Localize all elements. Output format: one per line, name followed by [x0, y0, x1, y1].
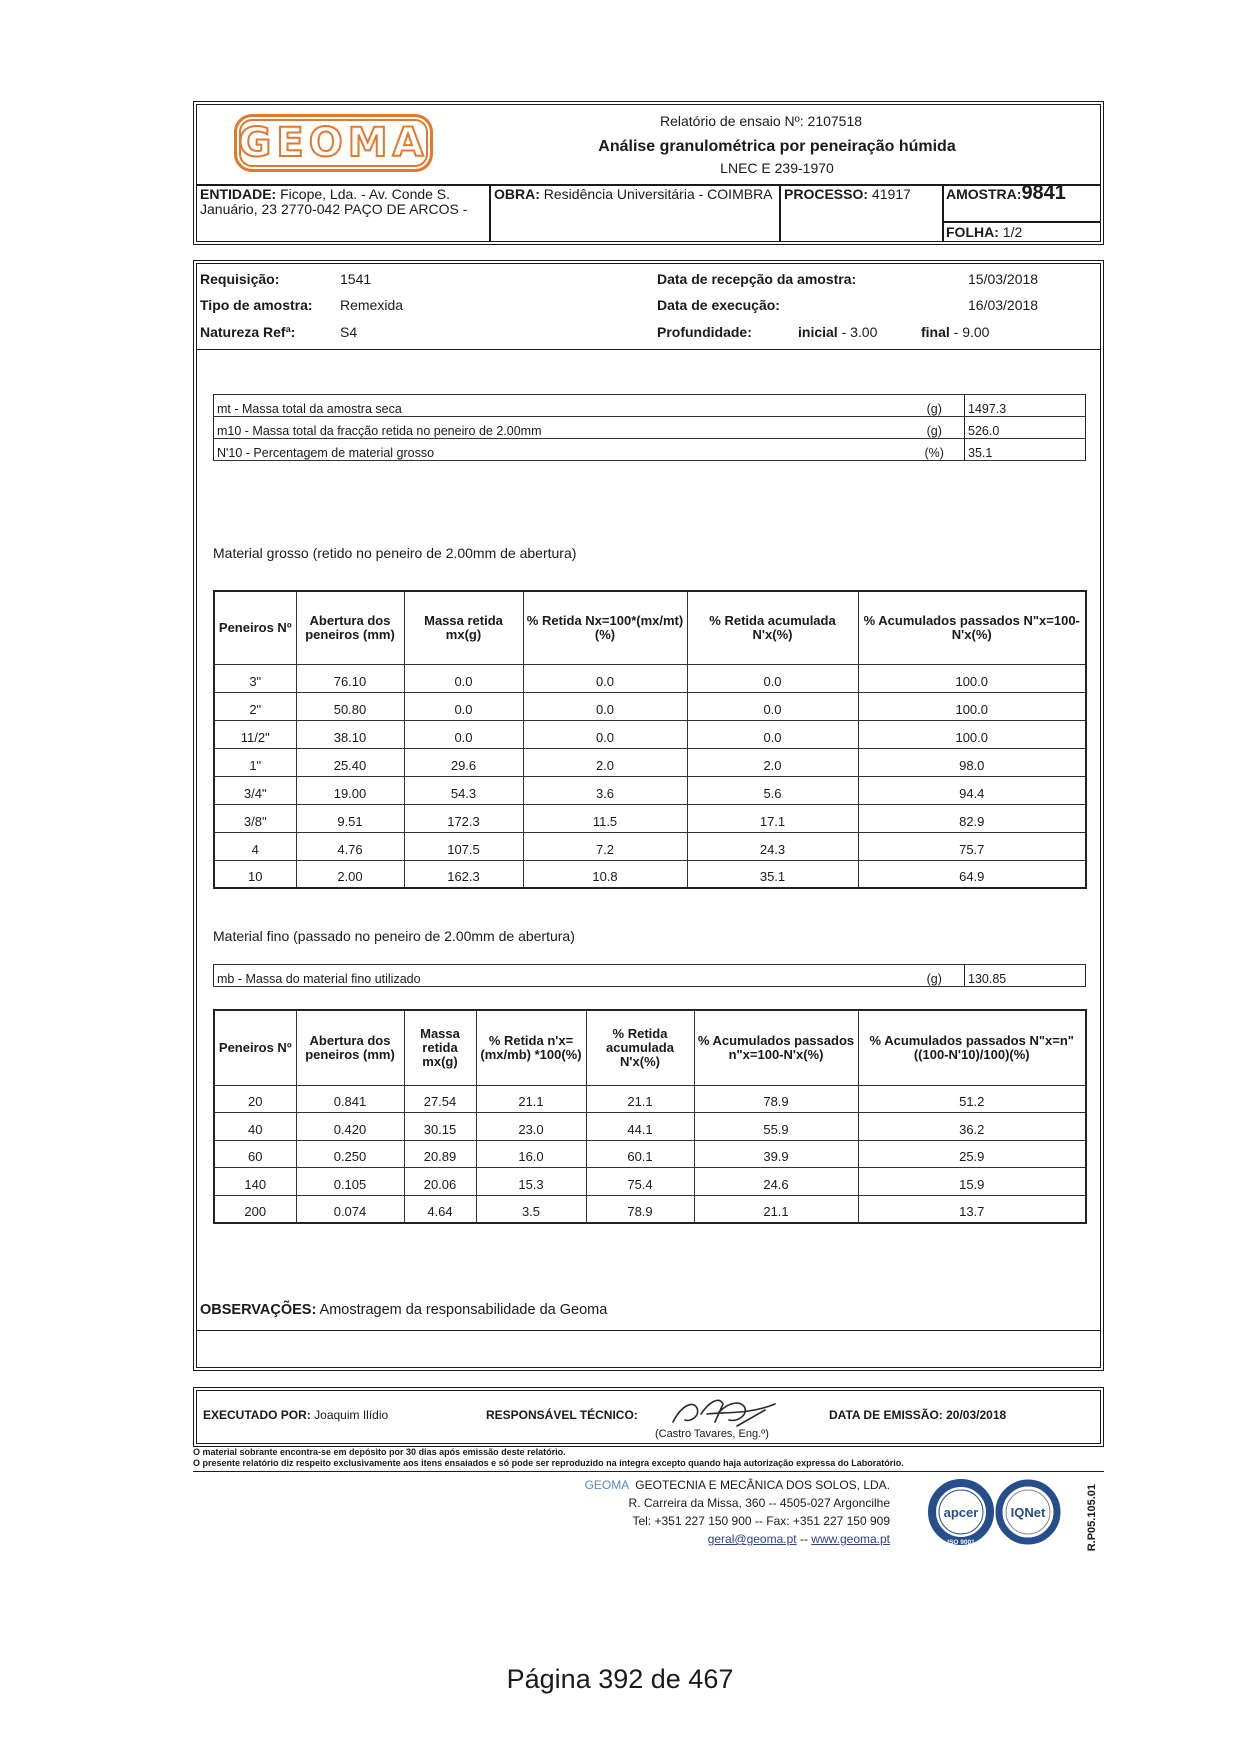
requisition-label — [200, 271, 279, 287]
table-cell: 0.0 — [523, 692, 687, 720]
table-row — [214, 1140, 1086, 1168]
responsible-name: (Castro Tavares, Eng.º) — [655, 1428, 769, 1440]
table-cell: 24.6 — [694, 1168, 858, 1196]
document-code: R.P05.105.01 — [1086, 1484, 1098, 1552]
company-email: geral@geoma.pt — [707, 1532, 797, 1546]
table-cell: 0.105 — [296, 1168, 404, 1196]
certification-logos — [927, 1477, 1063, 1547]
table-row — [214, 1195, 1086, 1223]
mass-summary-table — [213, 394, 1086, 461]
process-label: PROCESSO: — [784, 186, 869, 202]
reception-date-value: 15/03/2018 — [968, 271, 1039, 287]
table-cell: 0.841 — [296, 1085, 404, 1113]
table-cell: 4.64 — [404, 1195, 476, 1223]
table-cell: 64.9 — [858, 860, 1086, 888]
table-cell: 24.3 — [687, 832, 858, 860]
mass-value: 130.85 — [965, 965, 1086, 987]
nature-label: Natureza Refª: — [200, 324, 296, 340]
table-cell: 21.1 — [586, 1085, 694, 1113]
divider — [942, 221, 1100, 223]
table-cell: 5.6 — [687, 776, 858, 804]
company-contacts — [480, 1530, 890, 1548]
coarse-sieve-table — [213, 590, 1087, 889]
report-number-line — [660, 113, 862, 129]
table-cell: 20.89 — [404, 1140, 476, 1168]
report-title: Análise granulométrica por peneiração húmida — [598, 138, 956, 155]
table-cell: 60 — [214, 1140, 296, 1168]
divider — [489, 184, 491, 241]
table-cell: 40 — [214, 1113, 296, 1141]
report-header — [193, 101, 1104, 245]
table-cell: 4.76 — [296, 832, 404, 860]
iqnet-text: IQNet — [1010, 1505, 1046, 1520]
company-info — [480, 1476, 890, 1548]
table-header-cell: Peneiros Nº — [214, 591, 296, 664]
table-cell: 55.9 — [694, 1113, 858, 1141]
table-cell: 0.074 — [296, 1195, 404, 1223]
sample-type-label: Tipo de amostra: — [200, 297, 313, 313]
divider — [197, 349, 1100, 350]
nature-value: S4 — [340, 324, 358, 340]
depth-initial-label: inicial — [798, 324, 838, 340]
table-cell: 0.420 — [296, 1113, 404, 1141]
fine-mass-table — [213, 964, 1086, 987]
table-cell: 54.3 — [404, 776, 523, 804]
company-brand: GEOMA — [584, 1478, 630, 1492]
table-header-cell: % Retida n'x=(mx/mb) *100(%) — [476, 1010, 586, 1085]
table-header-row — [214, 591, 1086, 664]
sheet-field — [946, 225, 1022, 240]
fine-section-title: Material fino (passado no peneiro de 2.00mm de abertura) — [213, 928, 575, 944]
requisition-label-text: Requisição: — [200, 271, 280, 287]
table-cell: 25.40 — [296, 748, 404, 776]
table-cell: 50.80 — [296, 692, 404, 720]
observations-label: OBSERVAÇÕES: — [200, 1302, 317, 1318]
table-cell: 20.06 — [404, 1168, 476, 1196]
table-cell: 98.0 — [858, 748, 1086, 776]
entity-field — [200, 187, 488, 217]
table-cell: 29.6 — [404, 748, 523, 776]
page-number: Página 392 de 467 — [506, 1664, 734, 1694]
execution-date-label: Data de execução: — [657, 297, 780, 313]
table-cell: 0.0 — [404, 720, 523, 748]
table-cell: 162.3 — [404, 860, 523, 888]
table-cell: 13.7 — [858, 1195, 1086, 1223]
table-cell: 15.3 — [476, 1168, 586, 1196]
issue-date-label: DATA DE EMISSÃO: — [829, 1408, 943, 1422]
issue-date-value: 20/03/2018 — [946, 1408, 1007, 1422]
requisition-value: 1541 — [340, 271, 372, 287]
table-row — [214, 804, 1086, 832]
table-cell: 44.1 — [586, 1113, 694, 1141]
note-line: O presente relatório diz respeito exclusivamente aos itens ensaiados e só pode ser reproduzido na íntegra excepto quando haja autorização expressa do Laboratório. — [193, 1458, 904, 1468]
table-cell: 25.9 — [858, 1140, 1086, 1168]
table-row — [214, 832, 1086, 860]
table-cell: 2" — [214, 692, 296, 720]
table-cell: 11/2" — [214, 720, 296, 748]
table-cell: 2.00 — [296, 860, 404, 888]
table-cell: 27.54 — [404, 1085, 476, 1113]
mass-label: m10 - Massa total da fracção retida no peneiro de 2.00mm — [214, 417, 905, 439]
company-name-line — [480, 1476, 890, 1494]
divider — [779, 184, 781, 241]
table-cell: 0.0 — [404, 692, 523, 720]
report-body — [193, 260, 1104, 1371]
mass-label: mt - Massa total da amostra seca — [214, 395, 905, 417]
table-cell: 0.0 — [687, 720, 858, 748]
table-cell: 76.10 — [296, 664, 404, 692]
report-notes — [193, 1447, 904, 1469]
table-cell: 3/8" — [214, 804, 296, 832]
fine-sieve-table — [213, 1009, 1087, 1224]
table-cell: 2.0 — [523, 748, 687, 776]
process-value: 41917 — [871, 186, 911, 202]
table-cell: 19.00 — [296, 776, 404, 804]
mass-summary-row — [214, 417, 1086, 439]
table-header-cell: % Retida acumulada N'x(%) — [687, 591, 858, 664]
sample-type-value: Remexida — [340, 297, 404, 313]
table-header-cell: % Retida Nx=100*(mx/mt)(%) — [523, 591, 687, 664]
table-cell: 0.0 — [523, 664, 687, 692]
table-cell: 2.0 — [687, 748, 858, 776]
entity-label: ENTIDADE: — [200, 186, 277, 202]
table-cell: 7.2 — [523, 832, 687, 860]
sample-field — [946, 182, 1106, 204]
process-field — [784, 187, 942, 202]
mass-value: 35.1 — [965, 439, 1086, 461]
table-cell: 1" — [214, 748, 296, 776]
mass-value: 1497.3 — [965, 395, 1086, 417]
table-cell: 100.0 — [858, 664, 1086, 692]
mass-summary-row — [214, 439, 1086, 461]
report-number-label: Relatório de ensaio Nº: — [660, 113, 804, 129]
table-cell: 10 — [214, 860, 296, 888]
table-cell: 23.0 — [476, 1113, 586, 1141]
table-header-cell: % Acumulados passados N"x=n"((100-N'10)/100)(%) — [858, 1010, 1086, 1085]
executed-by-value: Joaquim Ilídio — [314, 1408, 389, 1422]
table-cell: 3.6 — [523, 776, 687, 804]
mass-label: N'10 - Percentagem de material grosso — [214, 439, 905, 461]
table-cell: 4 — [214, 832, 296, 860]
table-row — [214, 748, 1086, 776]
table-row — [214, 720, 1086, 748]
sample-label: AMOSTRA: — [946, 186, 1022, 202]
sheet-label: FOLHA: — [946, 224, 999, 240]
work-value: Residência Universitária - COIMBRA — [543, 186, 773, 202]
table-header-cell: Abertura dos peneiros (mm) — [296, 591, 404, 664]
iso-text: ISO 9001 — [947, 1539, 975, 1546]
issue-date — [829, 1408, 1006, 1422]
divider — [193, 1471, 1104, 1472]
apcer-text: apcer — [943, 1505, 979, 1520]
signoff-box — [193, 1387, 1104, 1447]
table-cell: 30.15 — [404, 1113, 476, 1141]
table-cell: 39.9 — [694, 1140, 858, 1168]
table-cell: 82.9 — [858, 804, 1086, 832]
observations — [200, 1302, 607, 1318]
contact-separator: -- — [799, 1532, 808, 1546]
sample-value: 9841 — [1021, 182, 1066, 204]
table-cell: 200 — [214, 1195, 296, 1223]
entity-value: Ficope, Lda. - Av. Conde S. Januário, 23 2770-042 PAÇO DE ARCOS - — [200, 186, 468, 217]
depth-label: Profundidade: — [657, 324, 752, 340]
table-cell: 3" — [214, 664, 296, 692]
report-standard: LNEC E 239-1970 — [720, 160, 834, 176]
note-line: O material sobrante encontra-se em depósito por 30 dias após emissão deste relatório. — [193, 1447, 566, 1457]
table-cell: 20 — [214, 1085, 296, 1113]
table-header-cell: % Acumulados passados n"x=100-N'x(%) — [694, 1010, 858, 1085]
mass-summary-row — [214, 395, 1086, 417]
geoma-logo: GEOMA — [234, 114, 433, 172]
table-header-row — [214, 1010, 1086, 1085]
report-number: 2107518 — [807, 113, 863, 129]
table-cell: 9.51 — [296, 804, 404, 832]
table-row — [214, 1168, 1086, 1196]
table-cell: 78.9 — [586, 1195, 694, 1223]
table-cell: 100.0 — [858, 720, 1086, 748]
table-cell: 60.1 — [586, 1140, 694, 1168]
table-cell: 140 — [214, 1168, 296, 1196]
company-phone: Tel: +351 227 150 900 -- Fax: +351 227 150 909 — [632, 1514, 890, 1528]
sheet-value: 1/2 — [1002, 224, 1023, 240]
execution-date-value: 16/03/2018 — [968, 297, 1039, 313]
mass-unit: (g) — [905, 395, 965, 417]
table-cell: 107.5 — [404, 832, 523, 860]
table-cell: 0.250 — [296, 1140, 404, 1168]
table-cell: 35.1 — [687, 860, 858, 888]
mass-value: 526.0 — [965, 417, 1086, 439]
table-row — [214, 776, 1086, 804]
table-cell: 0.0 — [404, 664, 523, 692]
reception-date-label: Data de recepção da amostra: — [657, 271, 857, 287]
table-cell: 16.0 — [476, 1140, 586, 1168]
table-cell: 0.0 — [687, 692, 858, 720]
divider — [942, 184, 944, 241]
table-header-cell: Massa retida mx(g) — [404, 1010, 476, 1085]
coarse-section-title: Material grosso (retido no peneiro de 2.00mm de abertura) — [213, 545, 577, 561]
table-header-cell: Abertura dos peneiros (mm) — [296, 1010, 404, 1085]
depth-final — [921, 324, 989, 340]
table-header-cell: % Retida acumulada N'x(%) — [586, 1010, 694, 1085]
table-cell: 75.4 — [586, 1168, 694, 1196]
company-name: GEOTECNIA E MECÂNICA DOS SOLOS, LDA. — [635, 1478, 890, 1492]
work-label: OBRA: — [494, 186, 540, 202]
table-header-cell: Peneiros Nº — [214, 1010, 296, 1085]
responsible-label: RESPONSÁVEL TÉCNICO: — [486, 1408, 638, 1422]
table-cell: 172.3 — [404, 804, 523, 832]
table-cell: 15.9 — [858, 1168, 1086, 1196]
table-row — [214, 664, 1086, 692]
table-cell: 3/4" — [214, 776, 296, 804]
table-cell: 94.4 — [858, 776, 1086, 804]
table-cell: 21.1 — [694, 1195, 858, 1223]
table-cell: 38.10 — [296, 720, 404, 748]
mass-summary-row — [214, 965, 1086, 987]
table-cell: 3.5 — [476, 1195, 586, 1223]
divider — [197, 1330, 1100, 1331]
table-cell: 36.2 — [858, 1113, 1086, 1141]
iqnet-logo — [999, 1483, 1057, 1541]
signature — [667, 1392, 779, 1432]
table-cell: 0.0 — [523, 720, 687, 748]
table-cell: 10.8 — [523, 860, 687, 888]
table-row — [214, 1113, 1086, 1141]
table-row — [214, 860, 1086, 888]
executed-by-label: EXECUTADO POR: — [203, 1408, 311, 1422]
table-row — [214, 1085, 1086, 1113]
table-cell: 51.2 — [858, 1085, 1086, 1113]
table-header-cell: % Acumulados passados N"x=100-N'x(%) — [858, 591, 1086, 664]
table-cell: 75.7 — [858, 832, 1086, 860]
executed-by — [203, 1408, 388, 1422]
table-cell: 100.0 — [858, 692, 1086, 720]
apcer-logo — [932, 1483, 990, 1546]
depth-initial-value: - 3.00 — [841, 324, 878, 340]
depth-initial — [798, 324, 877, 340]
table-cell: 78.9 — [694, 1085, 858, 1113]
observations-text: Amostragem da responsabilidade da Geoma — [319, 1302, 608, 1318]
company-website: www.geoma.pt — [811, 1532, 890, 1546]
company-address: R. Carreira da Missa, 360 -- 4505-027 Argoncilhe — [628, 1496, 890, 1510]
table-cell: 21.1 — [476, 1085, 586, 1113]
mass-unit: (%) — [905, 439, 965, 461]
depth-final-value: - 9.00 — [953, 324, 990, 340]
mass-unit: (g) — [905, 417, 965, 439]
mass-label: mb - Massa do material fino utilizado — [214, 965, 905, 987]
work-field — [494, 187, 778, 202]
depth-final-label: final — [921, 324, 950, 340]
mass-unit: (g) — [905, 965, 965, 987]
table-row — [214, 692, 1086, 720]
table-cell: 0.0 — [687, 664, 858, 692]
table-cell: 11.5 — [523, 804, 687, 832]
table-header-cell: Massa retida mx(g) — [404, 591, 523, 664]
table-cell: 17.1 — [687, 804, 858, 832]
